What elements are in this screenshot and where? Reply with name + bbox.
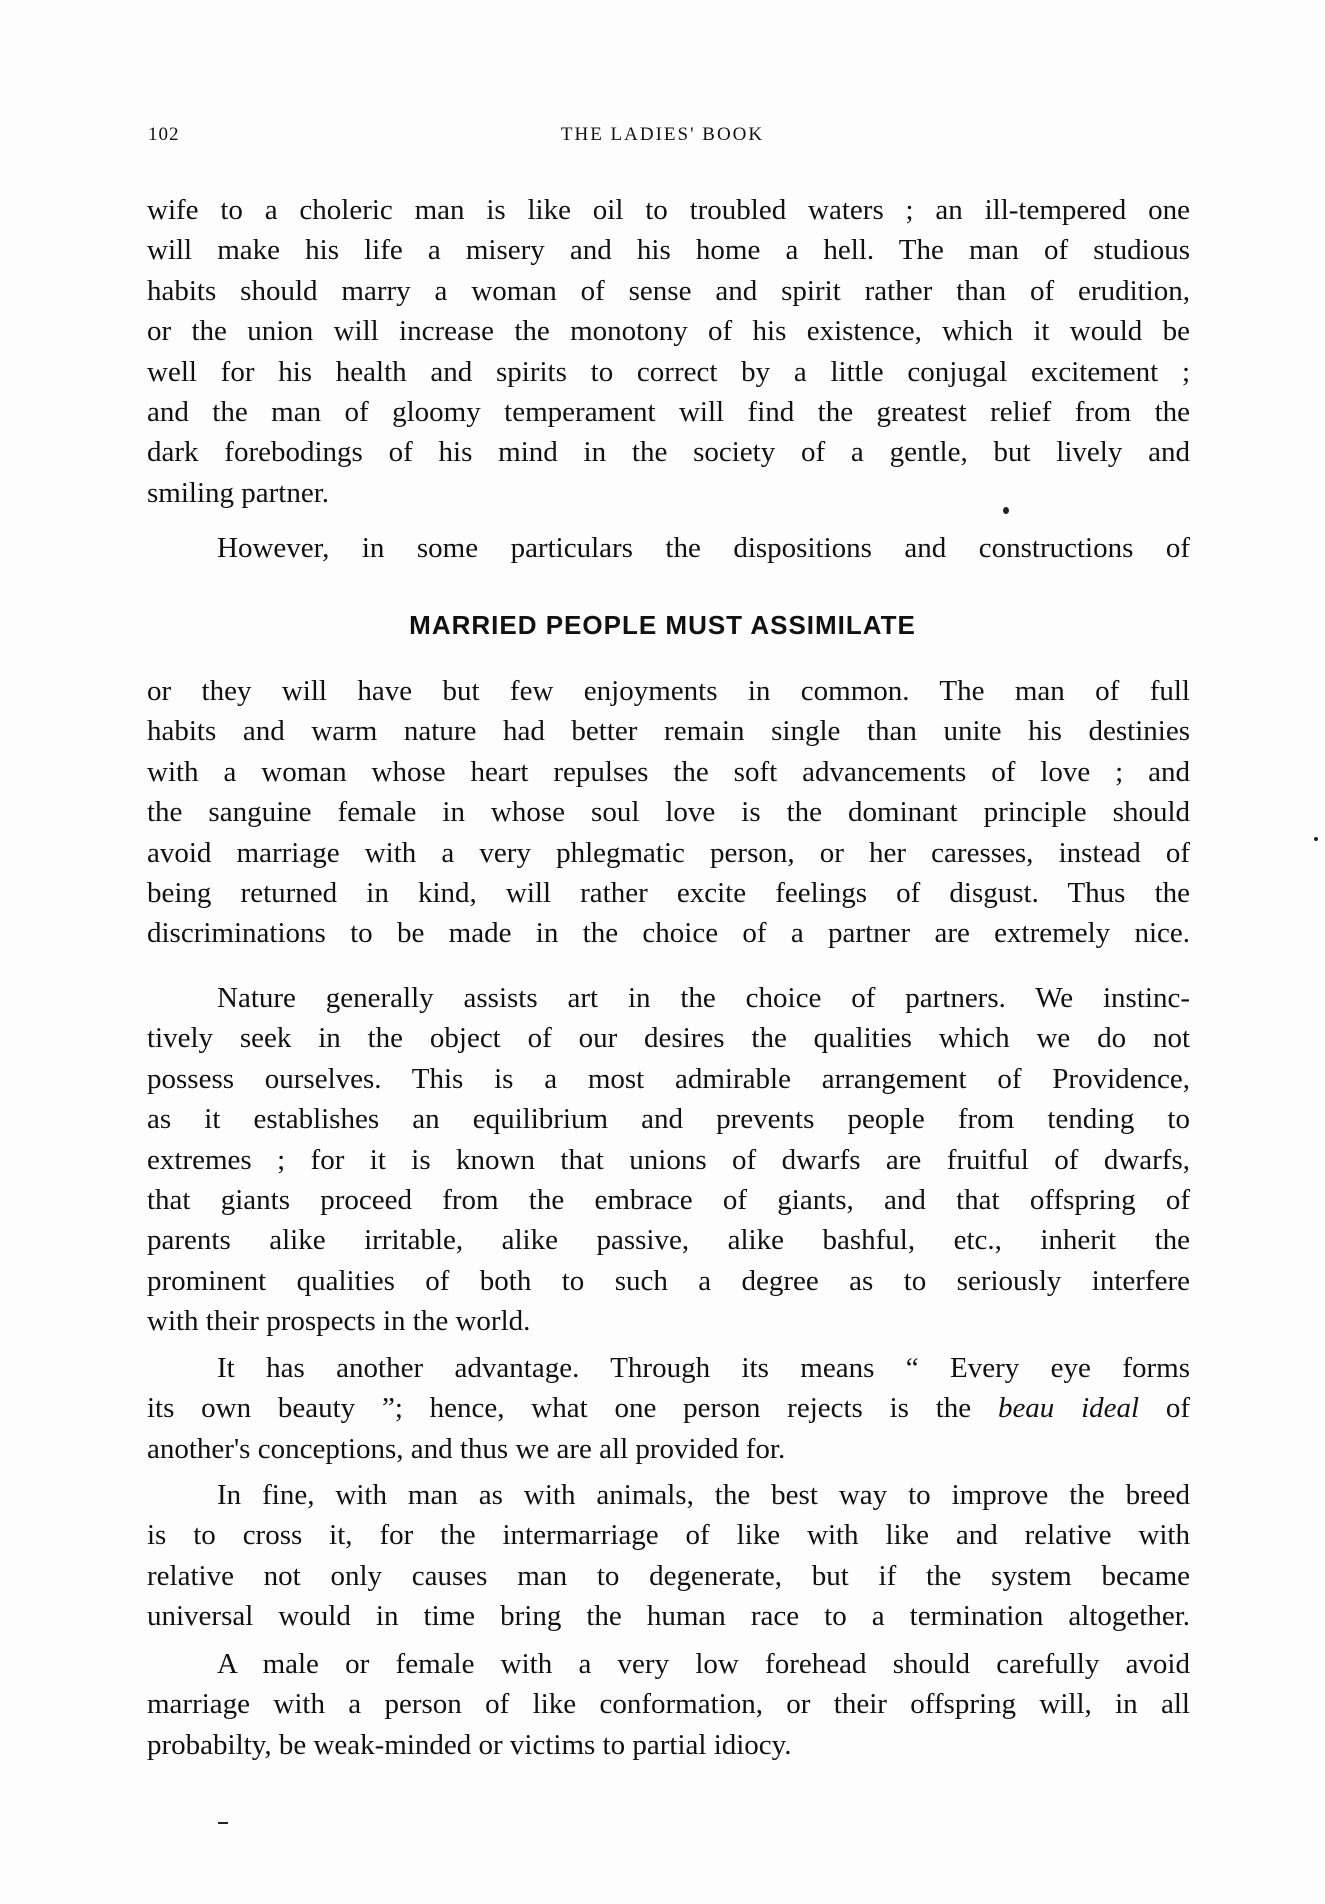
text-line: tively seek in the object of our desires the qualities which we do not bbox=[147, 1022, 1190, 1055]
text-line: It has another advantage. Through its means “ Every eye forms bbox=[217, 1352, 1190, 1384]
running-title: THE LADIES' BOOK bbox=[560, 124, 765, 145]
text-line: and the man of gloomy temperament will find the greatest relief from the bbox=[147, 395, 1190, 428]
text-line: In fine, with man as with animals, the best way to improve the breed bbox=[217, 1479, 1190, 1511]
text-line: dark forebodings of his mind in the society of a gentle, but lively and bbox=[147, 436, 1190, 469]
text-line: parents alike irritable, alike passive, alike bashful, etc., inherit the bbox=[147, 1224, 1190, 1257]
text-line: extremes ; for it is known that unions of dwarfs are fruitful of dwarfs, bbox=[147, 1143, 1190, 1176]
text-line: habits should marry a woman of sense and spirit rather than of erudition, bbox=[147, 274, 1190, 307]
paragraph bbox=[147, 190, 1190, 513]
text-line: probabilty, be weak-minded or victims to partial idiocy. bbox=[147, 1728, 792, 1761]
text-segment: of bbox=[1139, 1392, 1191, 1425]
text-line: avoid marriage with a very phlegmatic person, or her caresses, instead of bbox=[147, 836, 1190, 869]
text-line: Nature generally assists art in the choice of partners. We instinc- bbox=[217, 982, 1190, 1014]
text-line: wife to a choleric man is like oil to troubled waters ; an ill-tempered one bbox=[147, 194, 1190, 226]
text-segment: its own beauty ”; hence, what one person rejects is the bbox=[147, 1392, 998, 1425]
paragraph bbox=[147, 978, 1190, 1342]
text-line: universal would in time bring the human race to a termination altogether. bbox=[147, 1600, 1190, 1633]
scan-speck bbox=[1314, 837, 1318, 841]
text-line: smiling partner. bbox=[147, 476, 330, 509]
text-line: is to cross it, for the intermarriage of like with like and relative with bbox=[147, 1519, 1190, 1552]
text-line: with their prospects in the world. bbox=[147, 1305, 531, 1338]
text-line: relative not only causes man to degenerate, but if the system became bbox=[147, 1559, 1190, 1592]
text-line: the sanguine female in whose soul love is the dominant principle should bbox=[147, 796, 1190, 829]
text-line: possess ourselves. This is a most admirable arrangement of Providence, bbox=[147, 1062, 1190, 1095]
paragraph bbox=[147, 671, 1190, 954]
text-line: well for his health and spirits to correct by a little conjugal excitement ; bbox=[147, 355, 1190, 388]
paragraph bbox=[147, 1644, 1190, 1765]
paragraph bbox=[147, 1348, 1190, 1469]
paragraph bbox=[147, 528, 1190, 568]
paragraph bbox=[147, 1475, 1190, 1637]
text-line bbox=[147, 1388, 1190, 1428]
scan-speck bbox=[218, 1822, 228, 1824]
text-line: another's conceptions, and thus we are all provided for. bbox=[147, 1432, 786, 1465]
text-line: marriage with a person of like conformation, or their offspring will, in all bbox=[147, 1688, 1190, 1721]
text-line: that giants proceed from the embrace of giants, and that offspring of bbox=[147, 1183, 1190, 1216]
text-line: as it establishes an equilibrium and prevents people from tending to bbox=[147, 1103, 1190, 1136]
italic-phrase: beau ideal bbox=[997, 1392, 1140, 1425]
text-line: A male or female with a very low forehead should carefully avoid bbox=[217, 1648, 1190, 1680]
text-line: or the union will increase the monotony of his existence, which it would be bbox=[147, 315, 1190, 348]
scan-speck bbox=[1003, 507, 1009, 514]
page-number: 102 bbox=[148, 124, 180, 145]
text-line: being returned in kind, will rather excite feelings of disgust. Thus the bbox=[147, 876, 1190, 909]
text-line: with a woman whose heart repulses the soft advancements of love ; and bbox=[147, 755, 1190, 788]
text-line: discriminations to be made in the choice of a partner are extremely nice. bbox=[147, 917, 1190, 950]
section-heading: MARRIED PEOPLE MUST ASSIMILATE bbox=[409, 610, 916, 640]
text-line: or they will have but few enjoyments in common. The man of full bbox=[147, 675, 1190, 707]
text-line: prominent qualities of both to such a degree as to seriously interfere bbox=[147, 1264, 1190, 1297]
text-line: will make his life a misery and his home a hell. The man of studious bbox=[147, 234, 1190, 267]
text-line: However, in some particulars the dispositions and constructions of bbox=[217, 532, 1190, 564]
text-line: habits and warm nature had better remain single than unite his destinies bbox=[147, 715, 1190, 748]
